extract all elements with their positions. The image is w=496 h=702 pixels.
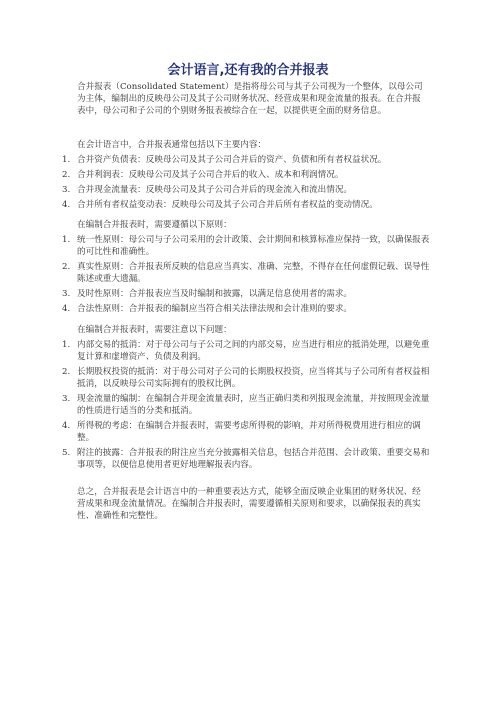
list-item-number: 3. [62,185,71,195]
list-item-number: 1. [62,340,71,350]
list-item-number: 1. [62,155,71,165]
list-item-text: 合并利润表：反映母公司及其子公司合并后的收入、成本和利润情况。 [77,170,344,180]
principles-list [62,234,434,315]
intro-paragraph: 合并报表（Consolidated Statement）是指将母公司与其子公司视为一个整体，以母公司为主体，编制出的反映母公司及其子公司财务状况、经营成果和现金流量的报表。在合并报表中，母公司和子公司的个别财务报表被综合在一起，以提供更全面的财务信息。 [77,82,423,116]
list-item-number: 3. [62,289,71,299]
list-item-number: 1. [62,235,71,245]
list-item-number: 5. [62,448,71,458]
list-item-text: 及时性原则：合并报表应当及时编制和披露，以满足信息使用者的需求。 [77,289,353,299]
list-item-number: 2. [62,170,71,180]
list-item [62,366,434,390]
list-item [62,184,434,196]
section-principles [62,219,434,315]
list-item-number: 4. [62,200,71,210]
list-item-text: 附注的披露：合并报表的附注应当充分披露相关信息，包括合并范围、会计政策、重要交易和事项等，以便信息使用者更好地理解报表内容。 [77,448,430,470]
list-item-number: 2. [62,367,71,377]
list-item [62,393,434,417]
list-item [62,339,434,363]
list-item-text: 合并现金流量表：反映母公司及其子公司合并后的现金流入和流出情况。 [77,185,353,195]
contents-list [62,154,434,211]
list-item-number: 3. [62,394,71,404]
list-item-text: 现金流量的编制：在编制合并现金流量表时，应当正确归类和列报现金流量，并按照现金流量的性质进行适当的分类和抵消。 [77,394,430,416]
list-item [62,303,434,315]
section-issues-intro: 在编制合并报表时，需要注意以下问题： [77,325,232,335]
list-item-text: 真实性原则：合并报表所反映的信息应当真实、准确、完整，不得存在任何虚假记载、误导性陈述或重大遗漏。 [77,262,430,284]
list-item-text: 长期股权投资的抵消：对于母公司对子公司的长期股权投资，应当将其与子公司所有者权益相抵消，以反映母公司实际拥有的股权比例。 [77,367,430,389]
document-title: 会计语言,还有我的合并报表 [167,63,329,78]
section-contents [62,139,434,211]
list-item [62,288,434,300]
list-item-number: 4. [62,304,71,314]
conclusion-paragraph: 总之，合并报表是会计语言中的一种重要表达方式，能够全面反映企业集团的财务状况、经营成果和现金流量情况。在编制合并报表时，需要遵循相关原则和要求，以确保报表的真实性、准确性和完整性。 [77,487,421,521]
list-item-number: 2. [62,262,71,272]
list-item-text: 所得税的考虑：在编制合并报表时，需要考虑所得税的影响，并对所得税费用进行相应的调整。 [77,421,421,443]
list-item-text: 统一性原则：母公司与子公司采用的会计政策、会计期间和核算标准应保持一致，以确保报表的可比性和准确性。 [77,235,430,257]
list-item [62,261,434,285]
list-item-text: 合法性原则：合并报表的编制应当符合相关法律法规和会计准则的要求。 [77,304,353,314]
list-item [62,199,434,211]
issues-list [62,339,434,471]
list-item [62,420,434,444]
section-principles-intro: 在编制合并报表时，需要遵循以下原则： [77,220,232,230]
section-issues [62,324,434,471]
list-item [62,169,434,181]
list-item-text: 合并所有者权益变动表：反映母公司及其子公司合并后所有者权益的变动情况。 [77,200,378,210]
list-item [62,447,434,471]
list-item-text: 内部交易的抵消：对于母公司与子公司之间的内部交易，应当进行相应的抵消处理，以避免重复计算和虚增资产、负债及利润。 [77,340,430,362]
list-item-number: 4. [62,421,71,431]
list-item [62,154,434,166]
list-item [62,234,434,258]
section-contents-intro: 在会计语言中，合并报表通常包括以下主要内容： [77,140,267,150]
list-item-text: 合并资产负债表：反映母公司及其子公司合并后的资产、负债和所有者权益状况。 [77,155,387,165]
